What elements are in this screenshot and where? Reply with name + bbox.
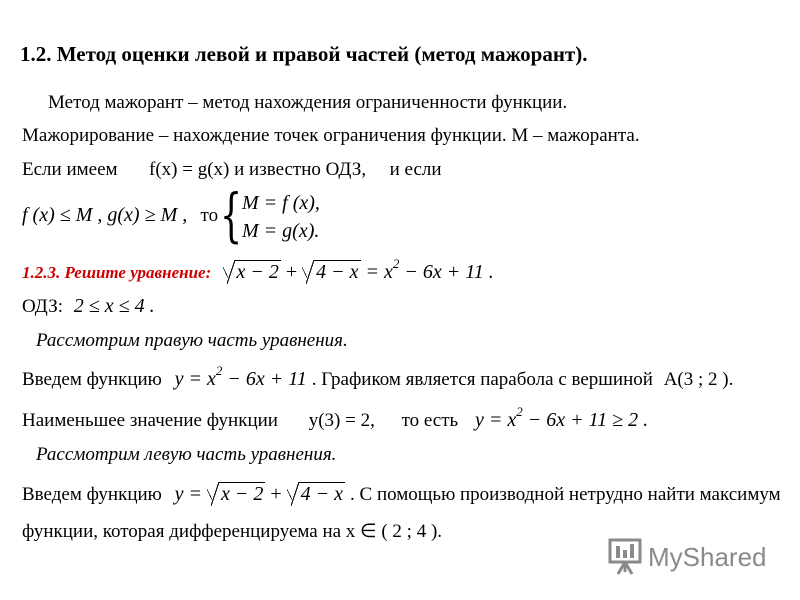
condition-if: Если имеем	[22, 159, 118, 180]
odz-line	[22, 295, 155, 318]
function-1-line	[22, 363, 734, 391]
function-1-formula: $y = x^2 - 6x + 11$	[174, 363, 307, 390]
function-2-line	[22, 482, 781, 506]
odz-label: ОДЗ:	[22, 296, 64, 317]
function-2-formula: y = x − 2 + 4 − x	[174, 483, 344, 505]
minimum-inequality: $y = x^2 - 6x + 11 \ge 2$ .	[474, 404, 649, 431]
function-2-description: . С помощью производной нетрудно найти максимум	[350, 484, 781, 505]
function-1-description: . Графиком является парабола с вершиной	[311, 369, 653, 390]
inequalities-then: то	[200, 205, 219, 226]
minimum-value: y(3) = 2,	[308, 410, 375, 431]
odz-value: 2 ≤ x ≤ 4 .	[73, 295, 155, 317]
task-equation: $x - 2 + 4 - x = x^2 - 6x + 11$ .	[223, 261, 494, 283]
sqrt-x-minus-2: x − 2	[223, 260, 281, 284]
function-2-sqrt-1: x − 2	[207, 482, 265, 506]
minimum-that-is: то есть	[401, 410, 459, 431]
curly-brace: {	[220, 181, 243, 249]
task-line	[22, 256, 494, 284]
condition-and-if: и если	[389, 159, 442, 180]
myshared-logo	[606, 536, 771, 576]
line-inequalities	[22, 204, 218, 227]
condition-equation: f(x) = g(x) и известно ОДЗ,	[149, 159, 367, 180]
logo-text: MyShared	[648, 542, 767, 572]
function-1-label: Введем функцию	[22, 369, 162, 390]
right-part-heading: Рассмотрим правую часть уравнения.	[36, 330, 348, 351]
page-title: 1.2. Метод оценки левой и правой частей (метод мажорант).	[20, 42, 588, 66]
minimum-line	[22, 404, 649, 432]
differentiable-line: функции, которая дифференцируема на х ∈ ( 2 ; 4 ).	[22, 521, 443, 542]
system-equation-1: M = f (x),	[242, 192, 320, 214]
inequalities-formula: f (x) ≤ M , g(x) ≥ M ,	[22, 204, 188, 226]
vertex-value: A(3 ; 2 ).	[663, 369, 734, 390]
line-majoration-definition: Мажорирование – нахождение точек ограничения функции. М – мажоранта.	[22, 125, 640, 146]
left-part-heading: Рассмотрим левую часть уравнения.	[36, 444, 337, 465]
equation-system	[220, 181, 340, 249]
function-2-sqrt-2: 4 − x	[287, 482, 345, 506]
line-majorant-method: Метод мажорант – метод нахождения ограниченности функции.	[48, 92, 568, 113]
function-2-label: Введем функцию	[22, 484, 162, 505]
presentation-board-icon	[606, 536, 646, 576]
task-label: 1.2.3. Решите уравнение:	[22, 263, 212, 282]
line-condition	[22, 159, 442, 181]
system-equation-2: M = g(x).	[242, 220, 320, 242]
minimum-label: Наименьшее значение функции	[22, 410, 278, 431]
sqrt-4-minus-x: 4 − x	[302, 260, 360, 284]
